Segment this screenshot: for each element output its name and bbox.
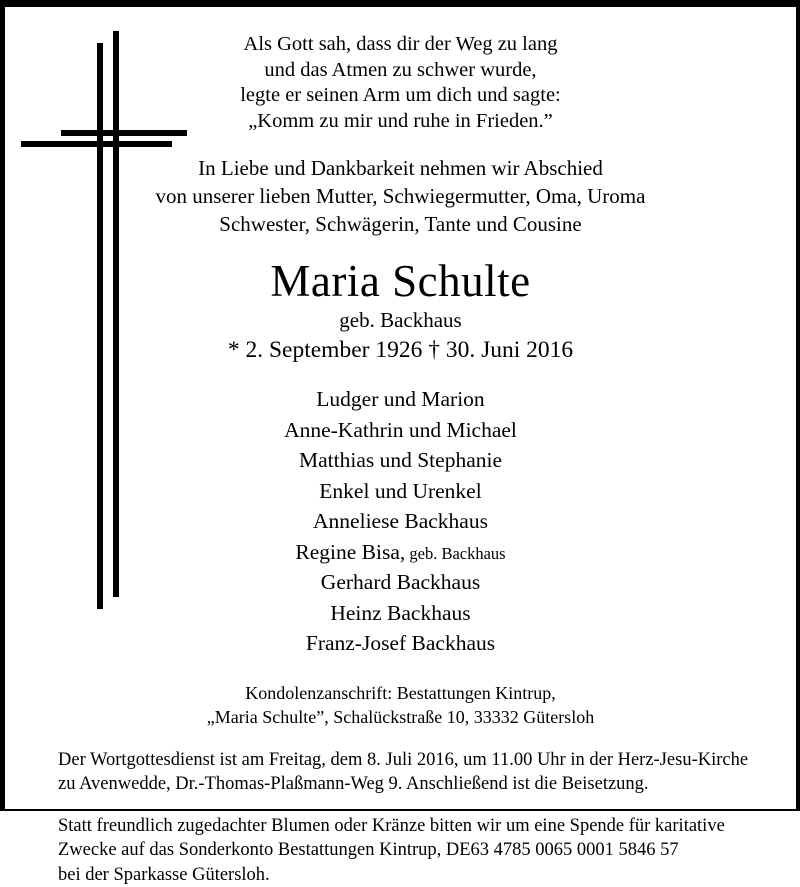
- donation-request: [5, 814, 796, 887]
- survivor-suffix: geb. Backhaus: [405, 544, 505, 563]
- poem-line: legte er seinen Arm um dich und sagte:: [5, 83, 796, 109]
- dedication-line: In Liebe und Dankbarkeit nehmen wir Abschied: [5, 154, 796, 182]
- list-item: [5, 629, 796, 660]
- survivor-name: Gerhard Backhaus: [321, 570, 480, 594]
- deceased-dates: * 2. September 1926 † 30. Juni 2016: [5, 336, 796, 364]
- condolence-line: „Maria Schulte”, Schalückstraße 10, 33332 Gütersloh: [5, 705, 796, 729]
- survivors-list: [5, 385, 796, 660]
- donation-line: bei der Sparkasse Gütersloh.: [58, 863, 774, 887]
- condolence-line: Kondolenzanschrift: Bestattungen Kintrup,: [5, 681, 796, 705]
- list-item: [5, 538, 796, 569]
- service-details: [5, 748, 796, 797]
- service-line: Der Wortgottesdienst ist am Freitag, dem 8. Juli 2016, um 11.00 Uhr in der Herz-Jesu-Kirche: [58, 748, 774, 773]
- deceased-maiden-name: geb. Backhaus: [5, 307, 796, 333]
- dedication-line: von unserer lieben Mutter, Schwiegermutter, Oma, Uroma: [5, 182, 796, 210]
- list-item: [5, 446, 796, 477]
- survivor-name: Matthias und Stephanie: [299, 448, 502, 472]
- survivor-name: Franz-Josef Backhaus: [306, 631, 495, 655]
- service-line: zu Avenwedde, Dr.-Thomas-Plaßmann-Weg 9. Anschließend ist die Beisetzung.: [58, 772, 774, 797]
- dedication-line: Schwester, Schwägerin, Tante und Cousine: [5, 210, 796, 238]
- condolence-address: [5, 681, 796, 729]
- survivor-name: Regine Bisa,: [295, 540, 405, 564]
- survivor-name: Anneliese Backhaus: [313, 509, 488, 533]
- list-item: [5, 416, 796, 447]
- list-item: [5, 568, 796, 599]
- list-item: [5, 507, 796, 538]
- poem-line: und das Atmen zu schwer wurde,: [5, 58, 796, 84]
- list-item: [5, 599, 796, 630]
- poem-line: Als Gott sah, dass dir der Weg zu lang: [5, 32, 796, 58]
- deceased-name: Maria Schulte: [5, 256, 796, 306]
- survivor-name: Anne-Kathrin und Michael: [284, 418, 517, 442]
- survivor-name: Enkel und Urenkel: [319, 479, 481, 503]
- list-item: [5, 385, 796, 416]
- notice-content: [5, 7, 796, 887]
- survivor-name: Ludger und Marion: [316, 387, 484, 411]
- donation-line: Statt freundlich zugedachter Blumen oder Kränze bitten wir um eine Spende für karitative: [58, 814, 774, 839]
- memorial-poem: [5, 32, 796, 134]
- list-item: [5, 477, 796, 508]
- survivor-name: Heinz Backhaus: [330, 601, 470, 625]
- dedication-text: [5, 154, 796, 238]
- poem-line: „Komm zu mir und ruhe in Frieden.”: [5, 109, 796, 135]
- donation-line: Zwecke auf das Sonderkonto Bestattungen Kintrup, DE63 4785 0065 0001 5846 57: [58, 838, 774, 863]
